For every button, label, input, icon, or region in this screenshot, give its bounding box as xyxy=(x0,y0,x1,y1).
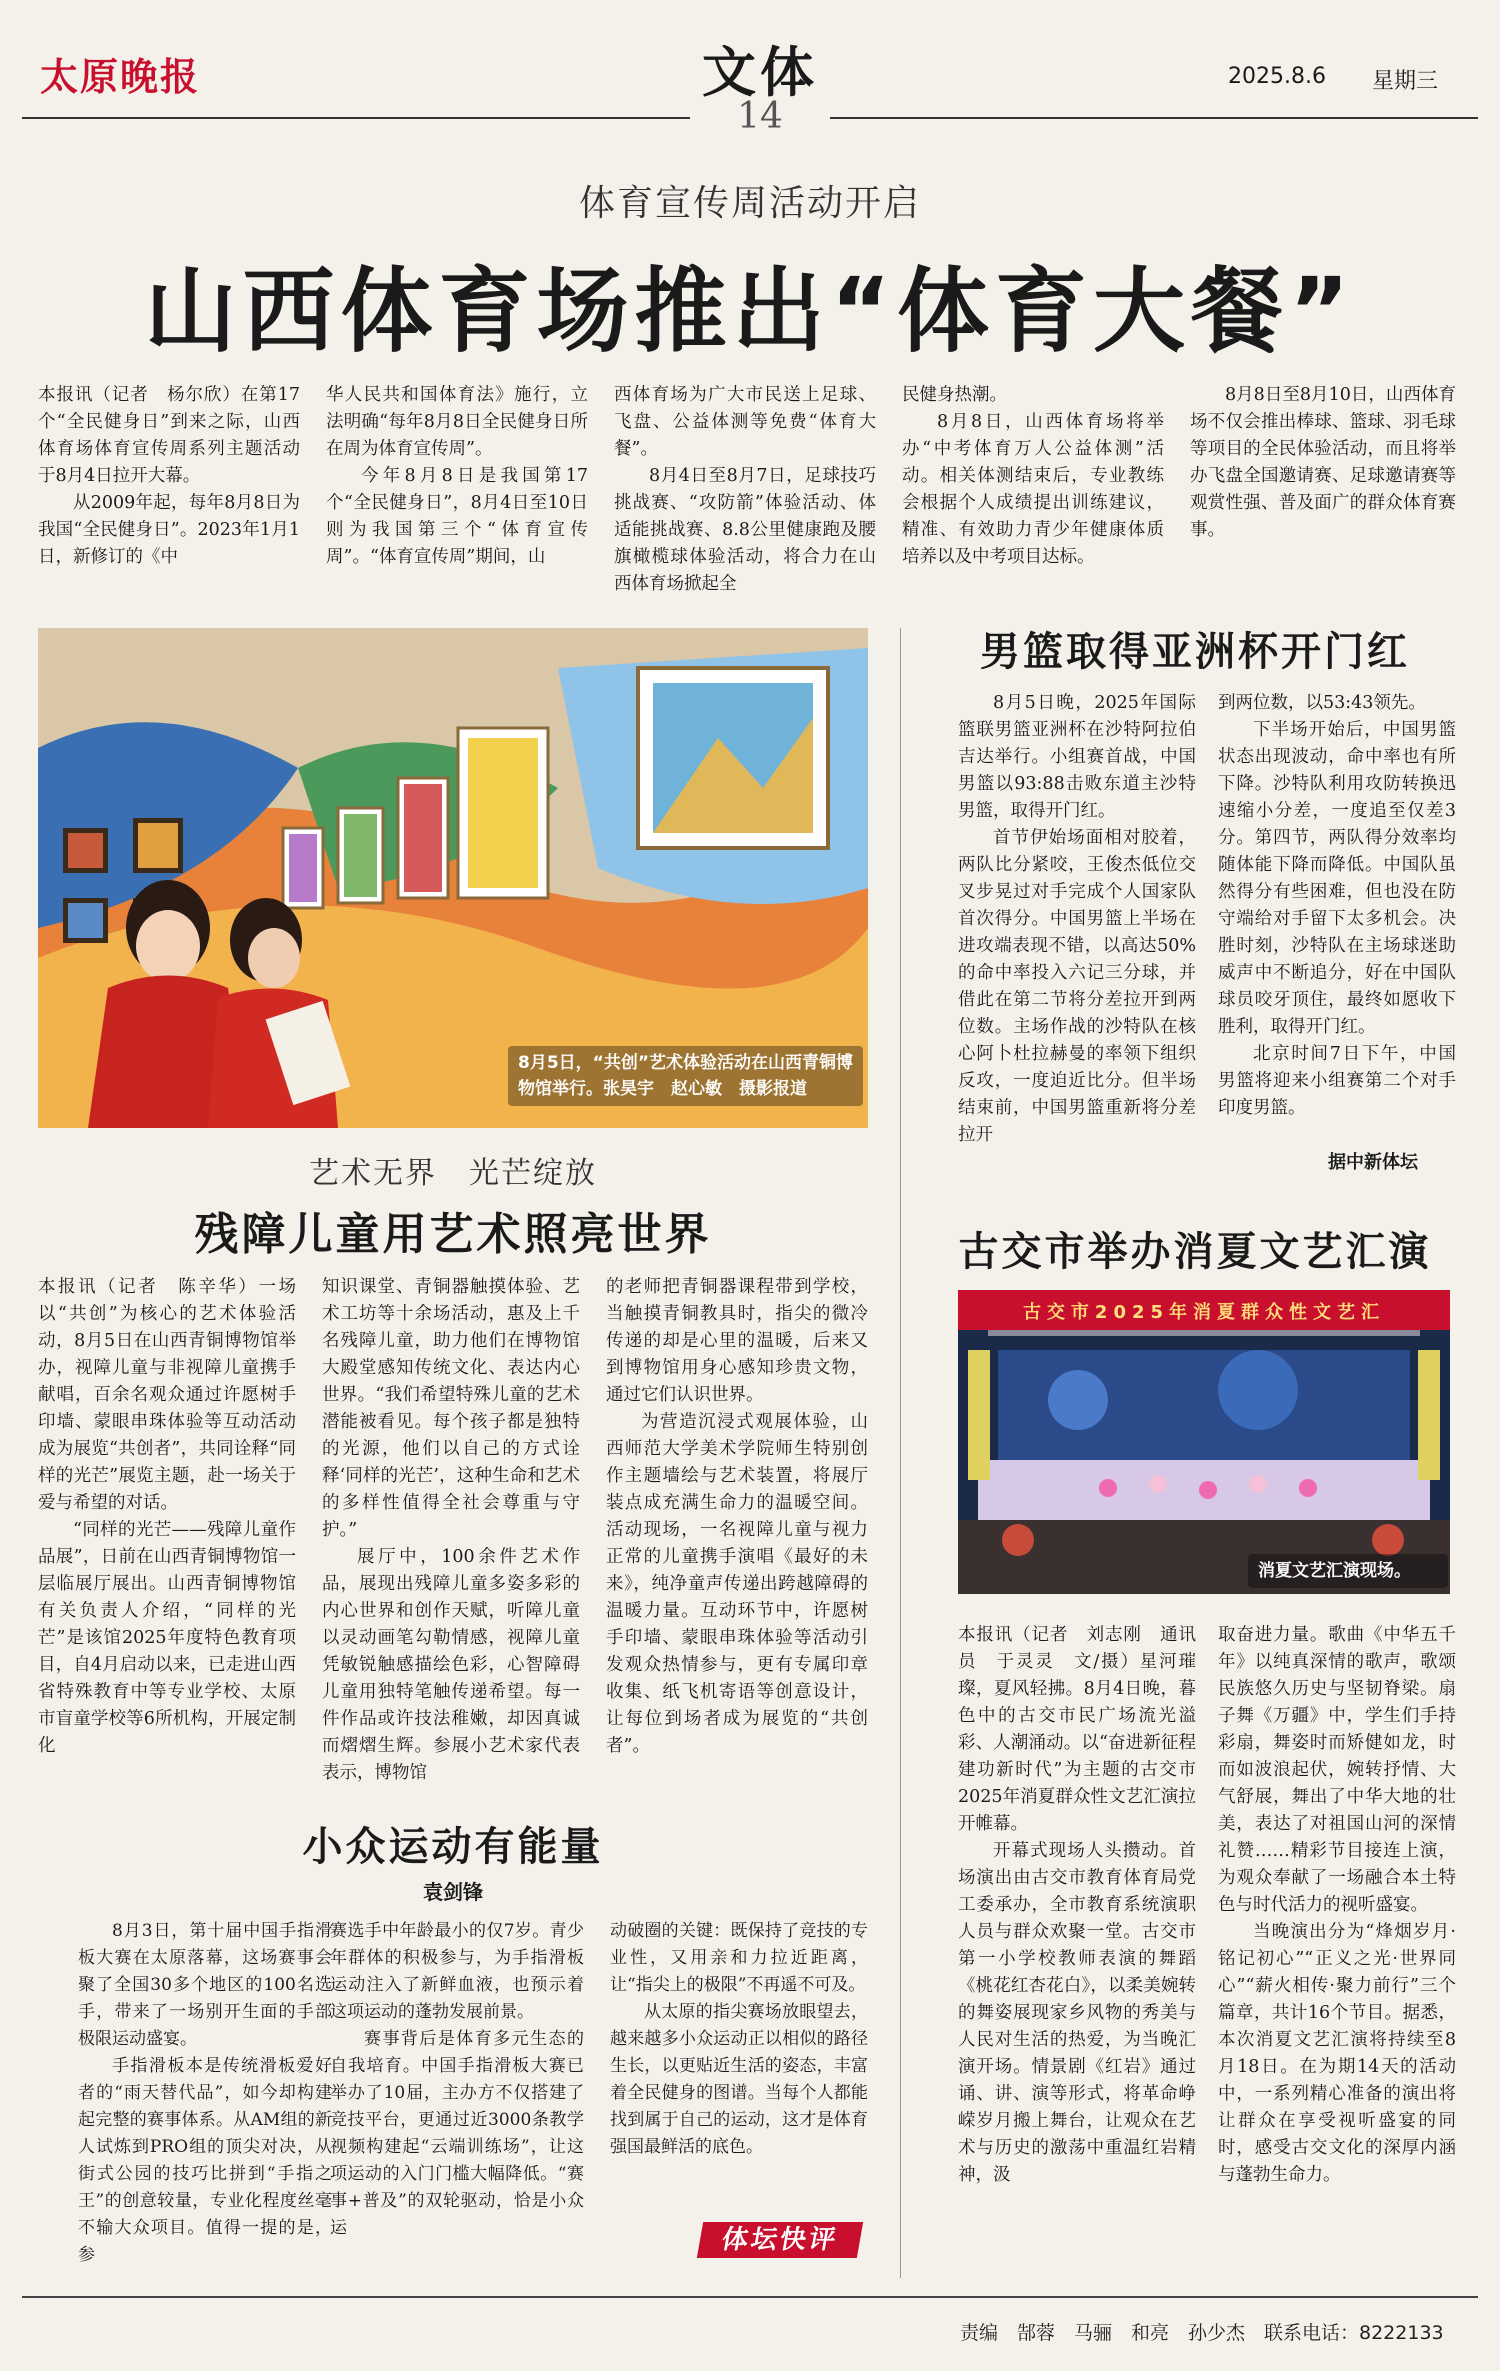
lead-col1-para2: 从2009年起，每年8月8日为我国“全民健身日”。2023年1月1日，新修订的《中 xyxy=(38,493,300,567)
comment-col1-para1: 8月3日，第十届中国手指滑板大赛在太原落幕，这场赛事会聚了全国30多个地区的100名选手，带来了一场别开生面的手部极限运动盛宴。 xyxy=(78,1921,332,2049)
art-column-2 xyxy=(322,1274,580,1814)
issue-date: 2025.8.6 xyxy=(1228,64,1326,89)
section-title: 文体 xyxy=(702,40,818,104)
gujiao-col1-para1: 本报讯（记者 刘志刚 通讯员 于灵灵 文/摄）星河璀璨，夏风轻拂。8月4日晚，暮色中的古交市民广场流光溢彩、人潮涌动。以“奋进新征程 建功新时代”为主题的古交市2025年消夏群众性文艺汇演拉开帷幕。 xyxy=(958,1625,1214,1834)
lead-headline: 山西体育场推出“体育大餐” xyxy=(144,258,1356,365)
gujiao-column-2 xyxy=(1218,1622,1456,2270)
gujiao-stage-illustration xyxy=(958,1290,1450,1594)
basketball-column-1 xyxy=(958,690,1196,1170)
comment-badge: 体坛快评 xyxy=(697,2222,863,2258)
art-col2-para2: 展厅中，100余件艺术作品，展现出残障儿童多姿多彩的内心世界和创作天赋，听障儿童以灵动画笔勾勒情感，视障儿童凭敏锐触感描绘色彩，心智障碍儿童用独特笔触传递希望。每一件作品或许技法稚嫩，却因真诚而熠熠生辉。参展小艺术家代表表示，博物馆 xyxy=(322,1547,580,1783)
gujiao-column-1 xyxy=(958,1622,1214,2270)
lead-col1-para1: 本报讯（记者 杨尔欣）在第17个“全民健身日”到来之际，山西体育场体育宣传周系列主题活动于8月4日拉开大幕。 xyxy=(38,385,300,486)
column-divider xyxy=(900,628,901,2278)
art-col1-para1: 本报讯（记者 陈辛华）一场以“共创”为核心的艺术体验活动，8月5日在山西青铜博物馆举办，视障儿童与非视障儿童携手献唱，百余名观众通过许愿树手印墙、蒙眼串珠体验等互动活动成为展览“共创者”，共同诠释“同样的光芒”展览主题，赴一场关于爱与希望的对话。 xyxy=(38,1277,296,1513)
lead-kicker: 体育宣传周活动开启 xyxy=(578,183,921,224)
art-column-3 xyxy=(606,1274,868,1814)
comment-column-2 xyxy=(330,1918,584,2268)
art-photo-caption: 8月5日，“共创”艺术体验活动在山西青铜博物馆举行。张昊宇 赵心敏 摄影报道 xyxy=(508,1046,863,1106)
art-col2-para1: 知识课堂、青铜器触摸体验、艺术工坊等十余场活动，惠及上千名残障儿童，助力他们在博物馆大殿堂感知传统文化、表达内心世界。“我们希望特殊儿童的艺术潜能被看见。每个孩子都是独特的光源，他们以自己的方式诠释‘同样的光芒’，这种生命和艺术的多样性值得全社会尊重与守护。” xyxy=(322,1277,580,1540)
gujiao-stage-photo xyxy=(958,1290,1450,1594)
gujiao-stage-banner: 古交市2025年消夏群众性文艺汇 xyxy=(1022,1302,1386,1323)
art-col3-para1: 的老师把青铜器课程带到学校，当触摸青铜教具时，指尖的微冷传递的却是心里的温暖，后来又到博物馆用身心感知珍贵文物，通过它们认识世界。 xyxy=(606,1277,868,1405)
basketball-col2-para2: 下半场开始后，中国男篮状态出现波动，命中率也有所下降。沙特队利用攻防转换迅速缩小分差，一度追至仅差3分。第四节，两队得分效率均随体能下降而降低。中国队虽然得分有些困难，但也没在防守端给对手留下太多机会。决胜时刻，沙特队在主场球迷助威声中不断追分，好在中国队球员咬牙顶住，最终如愿收下胜利，取得开门红。 xyxy=(1218,720,1456,1037)
lead-column-5 xyxy=(1190,382,1456,592)
art-col3-para2: 为营造沉浸式观展体验，山西师范大学美术学院师生特别创作主题墙绘与艺术装置，将展厅装点成充满生命力的温暖空间。活动现场，一名视障儿童与视力正常的儿童携手演唱《最好的未来》，纯净童声传递出跨越障碍的温暖力量。互动环节中，许愿树手印墙、蒙眼串珠体验等活动引发观众热情参与，更有专属印章收集、纸飞机寄语等创意设计，让每位到场者成为展览的“共创者”。 xyxy=(606,1412,868,1756)
gujiao-col2-para1: 取奋进力量。歌曲《中华五千年》以纯真深情的歌声，歌颂民族悠久历史与坚韧脊梁。扇子舞《万疆》中，学生们手持彩扇，舞姿时而矫健如龙，时而如波浪起伏，婉转抒情、大气舒展，舞出了中华大地的壮美，表达了对祖国山河的深情礼赞……精彩节目接连上演，为观众奉献了一场融合本土特色与时代活力的视听盛宴。 xyxy=(1218,1625,1456,1915)
comment-author: 袁剑锋 xyxy=(423,1880,483,1904)
lead-col2-para1: 华人民共和国体育法》施行，立法明确“每年8月8日全民健身日所在周为体育宣传周”。 xyxy=(326,385,588,459)
footer-editors: 责编 郜蓉 马骊 和亮 孙少杰 联系电话：8222133 xyxy=(960,2322,1444,2344)
basketball-headline: 男篮取得亚洲杯开门红 xyxy=(980,629,1410,675)
page-number: 14 xyxy=(737,96,783,137)
comment-col2-para1: 赛选手中年龄最小的仅7岁。青少年群体的积极参与，为手指滑板运动注入了新鲜血液，也预示着这项运动的蓬勃发展前景。 xyxy=(330,1921,584,2022)
lead-col4-para1: 民健身热潮。 xyxy=(902,385,1007,405)
issue-weekday: 星期三 xyxy=(1372,69,1439,94)
gujiao-col1-para2: 开幕式现场人头攒动。首场演出由古交市教育体育局党工委承办，全市教育系统演职人员与群众欢聚一堂。古交市第一小学校教师表演的舞蹈《桃花红杏花白》，以柔美婉转的舞姿展现家乡风物的秀美与人民对生活的热爱，为当晚汇演开场。情景剧《红岩》通过诵、讲、演等形式，将革命峥嵘岁月搬上舞台，让观众在艺术与历史的激荡中重温红岩精神，汲 xyxy=(958,1841,1196,2185)
art-col1-para2: “同样的光芒——残障儿童作品展”，日前在山西青铜博物馆一层临展厅展出。山西青铜博物馆有关负责人介绍，“同样的光芒”是该馆2025年度特色教育项目，自4月启动以来，已走进山西省特殊教育中等专业学校、太原市盲童学校等6所机构，开展定制化 xyxy=(38,1520,296,1756)
basketball-col1-para2: 首节伊始场面相对胶着，两队比分紧咬，王俊杰低位交叉步晃过对手完成个人国家队首次得分。中国男篮上半场在进攻端表现不错，以高达50%的命中率投入六记三分球，并借此在第二节将分差拉开到两位数。主场作战的沙特队在核心阿卜杜拉赫曼的率领下组织反攻，一度迫近比分。但半场结束前，中国男篮重新将分差拉开 xyxy=(958,828,1196,1145)
art-headline: 残障儿童用艺术照亮世界 xyxy=(194,1209,712,1260)
art-column-1 xyxy=(38,1274,296,1814)
comment-col1-para2: 手指滑板本是传统滑板爱好者的“雨天替代品”，如今却构建起完整的赛事体系。从AM组的新人试炼到PRO组的顶尖对决，从街式公园的技巧比拼到“手指之王”的创意较量，专业化程度丝毫不输大众项目。值得一提的是，参 xyxy=(78,2056,332,2265)
basketball-col1-para1: 8月5日晚，2025年国际篮联男篮亚洲杯在沙特阿拉伯吉达举行。小组赛首战，中国男篮以93:88击败东道主沙特男篮，取得开门红。 xyxy=(958,693,1196,821)
gujiao-photo-caption: 消夏文艺汇演现场。 xyxy=(1248,1554,1448,1588)
masthead-logo: 太原晚报 xyxy=(40,54,201,99)
comment-column-1 xyxy=(78,1918,332,2268)
comment-col3-para1: 动破圈的关键：既保持了竞技的专业性，又用亲和力拉近距离，让“指尖上的极限”不再遥不可及。 xyxy=(610,1921,868,1995)
header-rule-left xyxy=(22,117,690,119)
lead-column-2 xyxy=(326,382,588,592)
basketball-col2-para1: 到两位数，以53:43领先。 xyxy=(1218,693,1426,713)
lead-col5-para1: 8月8日至8月10日，山西体育场不仅会推出棒球、篮球、羽毛球等项目的全民体验活动，而且将举办飞盘全国邀请赛、足球邀请赛等观赏性强、普及面广的群众体育赛事。 xyxy=(1190,385,1456,540)
comment-headline: 小众运动有能量 xyxy=(302,1824,604,1870)
art-exhibit-photo xyxy=(38,628,868,1128)
lead-col3-para2: 8月4日至8月7日，足球技巧挑战赛、“攻防箭”体验活动、体适能挑战赛、8.8公里健康跑及腰旗橄榄球体验活动，将合力在山西体育场掀起全 xyxy=(614,466,876,594)
comment-column-3 xyxy=(610,1918,868,2208)
lead-column-1 xyxy=(38,382,300,592)
lead-col4-para2: 8月8日，山西体育场将举办“中考体育万人公益体测”活动。相关体测结束后，专业教练会根据个人成绩提出训练建议，精准、有效助力青少年健康体质培养以及中考项目达标。 xyxy=(902,412,1164,567)
lead-column-4 xyxy=(902,382,1164,592)
basketball-credit: 据中新体坛 xyxy=(1328,1152,1418,1173)
art-kicker: 艺术无界 光芒绽放 xyxy=(309,1156,597,1191)
lead-column-3 xyxy=(614,382,876,592)
comment-col3-para2: 从太原的指尖赛场放眼望去，越来越多小众运动正以相似的路径生长，以更贴近生活的姿态，丰富着全民健身的图谱。当每个人都能找到属于自己的运动，这才是体育强国最鲜活的底色。 xyxy=(610,2002,868,2157)
basketball-column-2 xyxy=(1218,690,1456,1146)
header-rule-right xyxy=(830,117,1478,119)
comment-col2-para2: 赛事背后是体育多元生态的自我培育。中国手指滑板大赛已举办了10届，主办方不仅搭建了竞技平台，更通过近3000条教学视频构建起“云端训练场”，让这项运动的入门门槛大幅降低。“赛事+普及”的双轮驱动，恰是小众运 xyxy=(330,2029,584,2238)
gujiao-col2-para2: 当晚演出分为“烽烟岁月·铭记初心”“正义之光·世界同心”“薪火相传·聚力前行”三个篇章，共计16个节目。据悉，本次消夏文艺汇演将持续至8月18日。在为期14天的活动中，一系列精心准备的演出将让群众在享受视听盛宴的同时，感受古交文化的深厚内涵与蓬勃生命力。 xyxy=(1218,1922,1456,2185)
basketball-col2-para3: 北京时间7日下午，中国男篮将迎来小组赛第二个对手印度男篮。 xyxy=(1218,1044,1456,1118)
gujiao-headline: 古交市举办消夏文艺汇演 xyxy=(958,1229,1432,1275)
lead-col2-para2: 今年8月8日是我国第17个“全民健身日”，8月4日至10日则为我国第三个“体育宣传周”。“体育宣传周”期间，山 xyxy=(326,466,588,567)
footer-rule xyxy=(22,2296,1478,2298)
lead-col3-para1: 西体育场为广大市民送上足球、飞盘、公益体测等免费“体育大餐”。 xyxy=(614,385,876,459)
